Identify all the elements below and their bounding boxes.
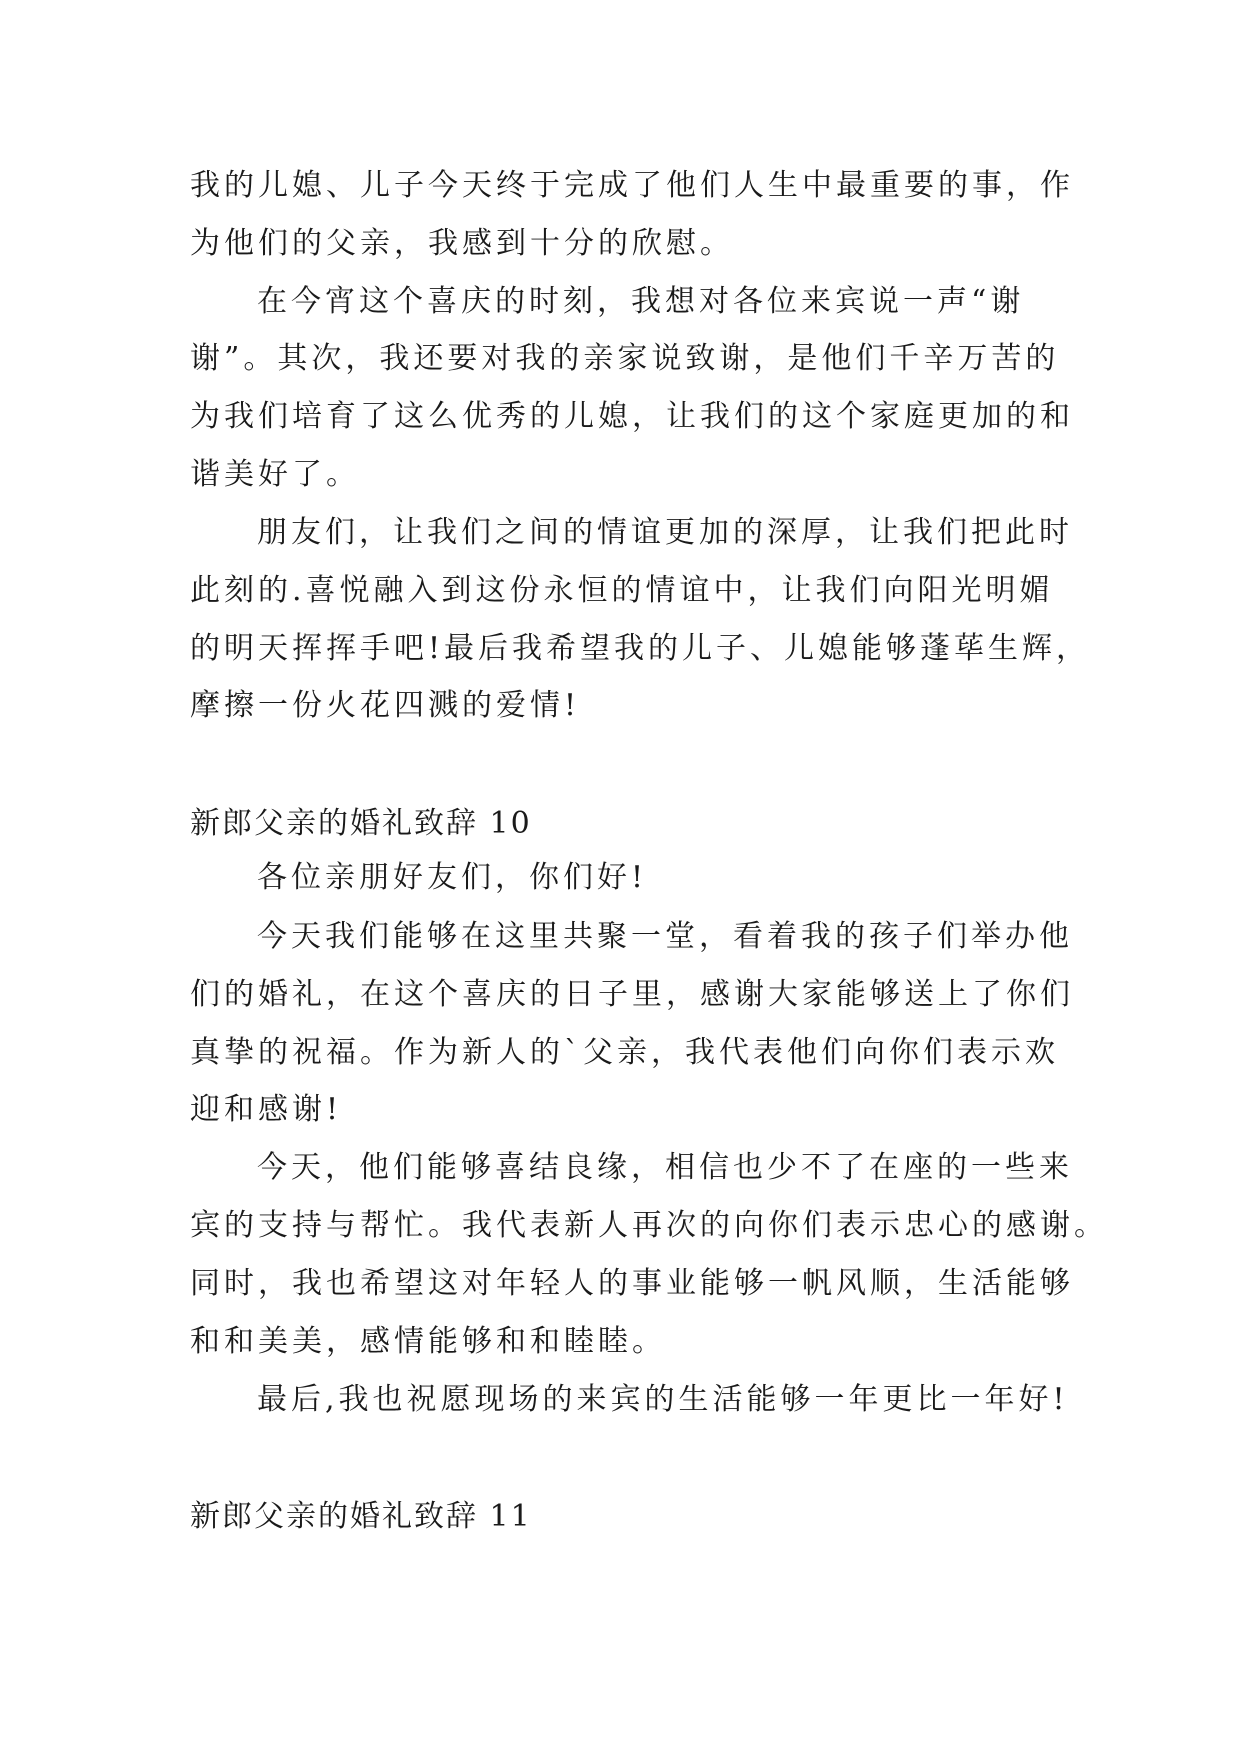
- paragraph-line: 摩擦一份火花四溅的爱情!: [190, 688, 581, 723]
- paragraph-line: 此刻的.喜悦融入到这份永恒的情谊中，让我们向阳光明媚: [190, 573, 1054, 608]
- paragraph-line: 在今宵这个喜庆的时刻，我想对各位来宾说一声“谢: [257, 284, 1025, 319]
- paragraph-line: 宾的支持与帮忙。我代表新人再次的向你们表示忠心的感谢。: [190, 1208, 1108, 1243]
- paragraph-line: 为我们培育了这么优秀的儿媳，让我们的这个家庭更加的和: [190, 399, 1074, 434]
- paragraph-line: 同时，我也希望这对年轻人的事业能够一帆风顺，生活能够: [190, 1266, 1074, 1301]
- paragraph-line: 们的婚礼，在这个喜庆的日子里，感谢大家能够送上了你们: [190, 977, 1074, 1012]
- paragraph-line: 各位亲朋好友们，你们好!: [257, 860, 648, 895]
- paragraph-line: 迎和感谢!: [190, 1092, 343, 1127]
- paragraph-line: 今天我们能够在这里共聚一堂，看着我的孩子们举办他: [257, 919, 1073, 954]
- paragraph-line: 朋友们，让我们之间的情谊更加的深厚，让我们把此时: [257, 515, 1073, 550]
- paragraph-line: 谐美好了。: [190, 457, 360, 492]
- paragraph-line: 和和美美，感情能够和和睦睦。: [190, 1324, 666, 1359]
- section-heading: 新郎父亲的婚礼致辞 11: [190, 1499, 532, 1534]
- paragraph-line: 为他们的父亲，我感到十分的欣慰。: [190, 226, 734, 261]
- paragraph-line: 的明天挥挥手吧!最后我希望我的儿子、儿媳能够蓬荜生辉，: [190, 631, 1091, 666]
- paragraph-line: 最后,我也祝愿现场的来宾的生活能够一年更比一年好!: [257, 1382, 1069, 1417]
- paragraph-line: 谢”。其次，我还要对我的亲家说致谢，是他们千辛万苦的: [190, 341, 1060, 376]
- paragraph-line: 今天，他们能够喜结良缘，相信也少不了在座的一些来: [257, 1150, 1073, 1185]
- paragraph-line: 我的儿媳、儿子今天终于完成了他们人生中最重要的事，作: [190, 168, 1074, 203]
- section-heading: 新郎父亲的婚礼致辞 10: [190, 806, 532, 841]
- paragraph-line: 真挚的祝福。作为新人的`父亲，我代表他们向你们表示欢: [190, 1035, 1059, 1070]
